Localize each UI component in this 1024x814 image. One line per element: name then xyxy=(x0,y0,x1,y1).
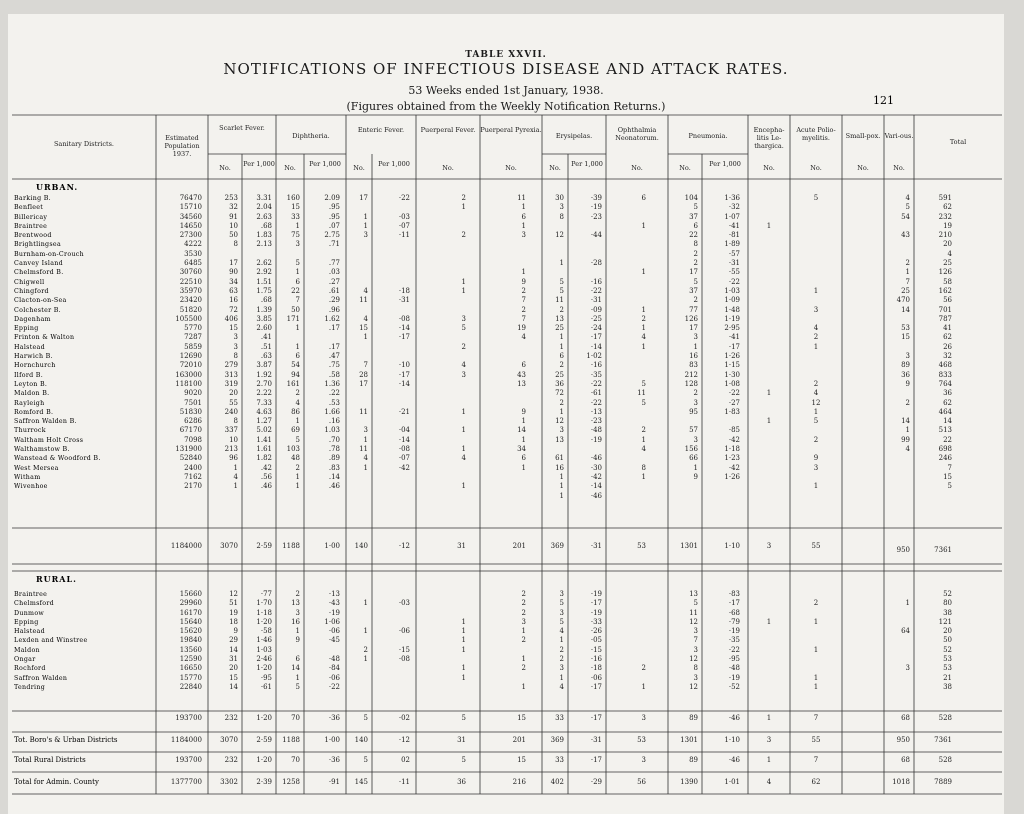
urban-total-scarlet-no: 3070 xyxy=(220,542,238,550)
rural-total-erys-no: 33 xyxy=(555,714,564,722)
rural-total-ophthalmia: 3 xyxy=(641,714,646,722)
header-various: Vari-ous. xyxy=(884,132,914,140)
rural-erys-rate: ·19 ·17 ·19 ·33 ·26 ·05 ·15 ·16 ·18 ·06 ·17 xyxy=(590,590,602,691)
header-puerperal-pyrexia: Puerperal Pyrexia. xyxy=(480,126,542,134)
urban-total-population: 1184000 xyxy=(170,542,202,550)
urban-district-names: Barking B. Benfleet Billericay Braintree Brentwood Brightlingsea Burnham-on-Crouch Canvey Island Chelmsford B. Chigwell Chingford Clacton-on-Sea Colchester B. Dagenham Epping Frinton & Walton Halstead Harwich B. Hornchurch Ilford B. Leyton B. Maldon B. Rayleigh Romford B. Saffron Walden B. Thurrock Waltham Holt Cross Walthamstow B. Wanstead & Woodford B. West Mersea Witham Wivenhoe xyxy=(14,195,101,491)
footer-cell: 70 xyxy=(291,756,300,764)
rural-scarlet-no: 12 51 19 18 9 29 14 31 20 15 14 xyxy=(229,590,238,691)
header-diph-rate: Per 1,000 xyxy=(309,160,341,168)
header-erysipelas: Erysipelas. xyxy=(555,132,593,140)
urban-total-puerperal-fever: 31 xyxy=(457,542,466,550)
rural-population: 15660 29960 16170 15640 15620 19840 13560 12590 16650 15770 22840 xyxy=(179,590,202,691)
urban-total-diph-no: 1188 xyxy=(282,542,300,550)
footer-cell: 2·39 xyxy=(256,778,272,786)
page-number: 121 xyxy=(873,94,894,107)
header-scarlet: Scarlet Fever. xyxy=(219,124,265,132)
header-pf-no: No. xyxy=(442,164,454,172)
footer-cell: 7 xyxy=(813,756,819,764)
rural-total-pneu-rate: ·46 xyxy=(728,714,740,722)
urban-puerperal-fever: 2 1 2 1 1 3 5 2 4 3 1 1 1 4 1 xyxy=(461,194,466,491)
table-subtitle: 53 Weeks ended 1st January, 1938. xyxy=(408,84,604,97)
footer-cell: 1188 xyxy=(282,736,300,744)
footer-cell: ·36 xyxy=(328,756,340,764)
footer-cell: ·17 xyxy=(590,756,602,764)
footer-cell: 216 xyxy=(512,778,526,786)
header-districts: Sanitary Districts. xyxy=(53,140,114,148)
rural-total-total: 528 xyxy=(938,714,952,722)
rural-encephalitis: 1 xyxy=(766,617,772,626)
rural-pneu-no: 13 5 11 12 3 7 3 12 8 3 12 xyxy=(689,590,698,691)
footer-cell: 1018 xyxy=(892,778,910,786)
footer-label: Total for Admin. County xyxy=(14,778,99,786)
rural-total-polio: 7 xyxy=(813,714,819,722)
footer-cell: 31 xyxy=(457,736,466,744)
footer-cell: 02 xyxy=(401,756,410,764)
rural-total-diph-rate: ·36 xyxy=(328,714,340,722)
footer-cell: 5 xyxy=(461,756,466,764)
rural-total-puerperal-pyrexia: 15 xyxy=(517,714,526,722)
footer-cell: ·29 xyxy=(590,778,602,786)
header-encephalitis: Encepha-litis Le-thargica. xyxy=(753,126,785,150)
header-smallpox: Small-pox. xyxy=(845,132,881,140)
footer-cell: 1·10 xyxy=(724,736,740,744)
section-urban: URBAN. xyxy=(36,182,79,192)
footer-cell: 1·01 xyxy=(724,778,740,786)
urban-pneu-no: 104 5 37 6 22 8 2 2 17 5 37 2 77 126 17 3 1 16 83 212 128 2 3 95 57 3 156 66 1 9 xyxy=(684,194,698,481)
urban-various: 4 5 54 43 2 1 7 25 470 14 53 15 3 89 36 9 2 14 1 99 4 xyxy=(896,194,910,454)
footer-cell: 1258 xyxy=(282,778,300,786)
rural-total-pneu-no: 89 xyxy=(689,714,698,722)
rural-enteric-no: 1 1 2 1 xyxy=(363,599,368,664)
rural-puerperal-fever: 1 1 1 1 1 1 xyxy=(461,617,466,682)
rural-diph-no: 2 13 3 16 1 9 6 14 1 5 xyxy=(291,590,300,691)
urban-puerperal-pyrexia: 11 1 6 1 3 1 9 2 7 2 7 19 4 6 43 13 9 1 14 1 34 6 1 xyxy=(517,194,526,472)
urban-scarlet-rate: 3.31 2.04 2.63 .68 1.83 2.13 2.62 2.92 1.51 1.75 .68 1.39 3.85 2.60 .41 .51 .63 3.87 1.92 2.70 2.22 7.33 4.63 1.27 5.02 1.41 1.61 1.82 .42 .56 .46 xyxy=(256,194,272,491)
rural-diph-rate: ·13 ·43 ·19 1·06 ·06 ·45 ·48 ·84 ·06 ·22 xyxy=(324,590,340,691)
footer-cell: 402 xyxy=(550,778,564,786)
header-puerperal-fever: Puerperal Fever. xyxy=(420,126,476,134)
rural-total-encephalitis: 1 xyxy=(766,714,772,722)
header-erys-no: No. xyxy=(549,164,561,172)
header-diphtheria: Diphtheria. xyxy=(292,132,330,140)
urban-enteric-no: 17 1 1 3 4 11 4 15 1 7 28 17 11 3 1 11 4 1 xyxy=(359,194,368,472)
rural-scarlet-rate: ·77 1·70 1·18 1·20 ·58 1·46 1·03 2·46 1·20 ·95 ·61 xyxy=(256,590,272,691)
urban-total-diph-rate: 1·00 xyxy=(324,542,340,550)
footer-cell: 55 xyxy=(811,736,821,744)
footer-cell: 1184000 xyxy=(170,736,202,744)
footer-cell: 15 xyxy=(517,756,526,764)
rural-various: 1 64 3 xyxy=(901,599,910,673)
footer-cell: 1390 xyxy=(680,778,698,786)
urban-total-erys-rate: ·31 xyxy=(590,542,602,550)
header-erys-rate: Per 1,000 xyxy=(571,160,603,168)
urban-total-various: 950 xyxy=(896,546,910,554)
rural-total: 52 80 38 121 20 50 52 53 53 21 38 xyxy=(938,590,952,691)
rural-erys-no: 3 5 3 5 4 1 2 2 3 1 4 xyxy=(559,590,564,691)
footer-label: Total Rural Districts xyxy=(14,756,86,764)
footer-cell: 36 xyxy=(457,778,466,786)
urban-enteric-rate: ·22 ·03 ·07 ·11 ·18 ·31 ·08 ·14 ·17 ·10 ·17 ·14 ·21 ·04 ·14 ·08 ·07 ·42 xyxy=(398,194,410,472)
footer-cell: ·31 xyxy=(590,736,602,744)
urban-diph-no: 160 15 33 1 75 3 5 1 6 22 7 50 171 1 1 6 54 94 161 2 4 86 1 69 5 103 48 2 1 1 xyxy=(286,194,300,491)
footer-cell: 89 xyxy=(689,756,698,764)
urban-total-total: 7361 xyxy=(934,546,952,554)
footer-cell: 7889 xyxy=(934,778,952,786)
rural-pneu-rate: ·83 ·17 ·68 ·79 ·19 ·35 ·22 ·95 ·48 ·19 ·52 xyxy=(728,590,740,691)
header-pneu-rate: Per 1,000 xyxy=(709,160,741,168)
urban-total-scarlet-rate: 2·59 xyxy=(256,542,272,550)
table-title: NOTIFICATIONS OF INFECTIOUS DISEASE AND ATTACK RATES. xyxy=(223,60,789,78)
footer-cell: 1 xyxy=(766,756,772,764)
header-ophthalmia: Ophthalmia Neonatorum. xyxy=(615,126,659,142)
footer-cell: 3 xyxy=(766,736,772,744)
footer-cell: 53 xyxy=(637,736,646,744)
urban-total-pneu-rate: 1·10 xyxy=(724,542,740,550)
header-enteric: Enteric Fever. xyxy=(357,126,405,134)
footer-cell: 201 xyxy=(512,736,526,744)
urban-total-enteric-rate: ·12 xyxy=(398,542,410,550)
footer-cell: 145 xyxy=(354,778,368,786)
footer-cell: 1377700 xyxy=(170,778,202,786)
header-polio-no: No. xyxy=(810,164,822,172)
header-enteric-no: No. xyxy=(353,164,365,172)
header-enceph-no: No. xyxy=(763,164,775,172)
footer-cell: 68 xyxy=(901,756,910,764)
rural-polio: 2 1 1 1 1 xyxy=(813,599,819,691)
rural-total-various: 68 xyxy=(901,714,910,722)
footer-cell: 193700 xyxy=(175,756,202,764)
table-number: TABLE XXVII. xyxy=(465,50,547,60)
urban-polio: 5 1 3 4 2 1 2 4 12 1 5 2 9 3 1 xyxy=(811,194,821,491)
footer-cell: ·11 xyxy=(398,778,410,786)
header-ophth-no: No. xyxy=(631,164,643,172)
urban-ophthalmia: 6 1 1 1 2 1 4 1 5 11 5 2 1 4 8 1 xyxy=(637,194,646,481)
urban-erys-rate: ·39 ·19 ·23 ·44 ·28 ·16 ·22 ·31 ·09 ·25 ·24 ·17 ·14 1·02 ·16 ·35 ·22 ·61 ·22 ·13 ·23 ·48 ·19 ·46 ·30 ·42 ·14 ·46 xyxy=(586,194,602,500)
rural-ophthalmia: 2 1 xyxy=(641,664,646,691)
header-population: Estimated Population 1937. xyxy=(164,134,200,158)
urban-diph-rate: 2.09 .95 .95 .07 2.75 .71 .77 .03 .27 .61 .29 .96 1.62 .17 .17 .47 .75 .58 1.36 .22 .53 1.66 .16 1.03 .70 .78 .89 .83 .14 .46 xyxy=(324,194,340,491)
rural-total-erys-rate: ·17 xyxy=(590,714,602,722)
urban-total-encephalitis: 3 xyxy=(766,542,772,550)
rural-total-puerperal-fever: 5 xyxy=(461,714,466,722)
document-page xyxy=(8,14,1004,814)
rural-total-scarlet-rate: 1·20 xyxy=(256,714,272,722)
header-total: Total xyxy=(949,138,967,146)
urban-total-enteric-no: 140 xyxy=(354,542,368,550)
rural-total-population: 193700 xyxy=(175,714,202,722)
header-various-no: No. xyxy=(893,164,905,172)
footer-cell: 3070 xyxy=(220,736,238,744)
urban-encephalitis: 1 1 1 xyxy=(766,221,772,426)
urban-total-erys-no: 369 xyxy=(550,542,564,550)
header-diph-no: No. xyxy=(284,164,296,172)
footer-cell: 33 xyxy=(555,756,564,764)
rural-total-enteric-rate: ·02 xyxy=(398,714,410,722)
footer-cell: 1301 xyxy=(680,736,698,744)
header-smallpox-no: No. xyxy=(857,164,869,172)
rural-district-names: Braintree Chelmsford Dunmow Epping Halstead Lexden and Winstree Maldon Ongar Rochford Saffron Walden Tendring xyxy=(14,591,88,691)
header-scarlet-rate: Per 1,000 xyxy=(243,160,275,168)
footer-cell: 7361 xyxy=(934,736,952,744)
header-scarlet-no: No. xyxy=(219,164,231,172)
urban-scarlet-no: 253 32 91 10 50 8 17 90 34 63 16 72 406 15 3 3 8 279 313 319 20 55 240 8 337 10 213 96 1 4 1 xyxy=(224,194,238,491)
footer-cell: ·12 xyxy=(398,736,410,744)
footer-cell: 56 xyxy=(637,778,646,786)
urban-population: 76470 15710 34560 14650 27300 4222 3530 6485 30760 22510 35970 23420 51820 105500 5770 7287 5859 12690 72010 163000 118100 9020 7501 51830 6286 67170 7098 131900 52840 2400 7162 2170 xyxy=(175,194,202,491)
footer-cell: 1·20 xyxy=(256,756,272,764)
footer-cell: 140 xyxy=(354,736,368,744)
table-note: (Figures obtained from the Weekly Notification Returns.) xyxy=(346,100,666,113)
urban-total-ophthalmia: 53 xyxy=(637,542,646,550)
rural-total-scarlet-no: 232 xyxy=(224,714,238,722)
footer-cell: 528 xyxy=(938,756,952,764)
urban-total-puerperal-pyrexia: 201 xyxy=(512,542,526,550)
footer-cell: 369 xyxy=(550,736,564,744)
section-rural: RURAL. xyxy=(36,574,77,584)
header-pp-no: No. xyxy=(505,164,517,172)
footer-label: Tot. Boro's & Urban Districts xyxy=(14,736,118,744)
footer-cell: 3 xyxy=(641,756,646,764)
header-pneu-no: No. xyxy=(679,164,691,172)
header-polio: Acute Polio-myelitis. xyxy=(796,126,836,142)
header-enteric-rate: Per 1,000 xyxy=(378,160,410,168)
footer-cell: 3302 xyxy=(220,778,238,786)
header-pneumonia: Pneumonia. xyxy=(688,132,728,140)
urban-total: 591 62 232 19 210 20 4 25 126 58 162 56 701 787 41 62 26 32 468 833 764 36 62 464 14 513 22 698 246 7 15 5 xyxy=(938,194,952,491)
rural-enteric-rate: ·03 ·06 ·15 ·08 xyxy=(398,599,410,664)
urban-total-polio: 55 xyxy=(811,542,821,550)
urban-erys-no: 30 3 8 12 1 5 5 11 2 13 25 1 1 6 2 25 36 72 2 1 12 3 13 61 16 1 1 1 xyxy=(555,194,564,500)
urban-total-pneu-no: 1301 xyxy=(680,542,698,550)
footer-cell: 4 xyxy=(766,778,772,786)
footer-cell: ·91 xyxy=(328,778,340,786)
footer-cell: 950 xyxy=(896,736,910,744)
footer-cell: 1·00 xyxy=(324,736,340,744)
footer-cell: ·46 xyxy=(728,756,740,764)
footer-cell: 62 xyxy=(811,778,821,786)
footer-cell: 232 xyxy=(224,756,238,764)
rural-puerperal-pyrexia: 2 2 2 3 1 2 1 2 1 xyxy=(521,590,526,691)
urban-pneu-rate: 1·36 ·32 1·07 ·41 ·81 1·89 ·57 ·31 ·55 ·22 1·03 1·09 1·48 1·19 2·95 ·41 ·17 1·26 1·15 1·30 1·08 ·22 ·27 1·83 ·85 ·42 1·18 1·23 ·42 1·26 xyxy=(724,194,740,481)
rural-total-enteric-no: 5 xyxy=(363,714,368,722)
footer-cell: 2·59 xyxy=(256,736,272,744)
rural-total-diph-no: 70 xyxy=(291,714,300,722)
footer-cell: 5 xyxy=(363,756,368,764)
